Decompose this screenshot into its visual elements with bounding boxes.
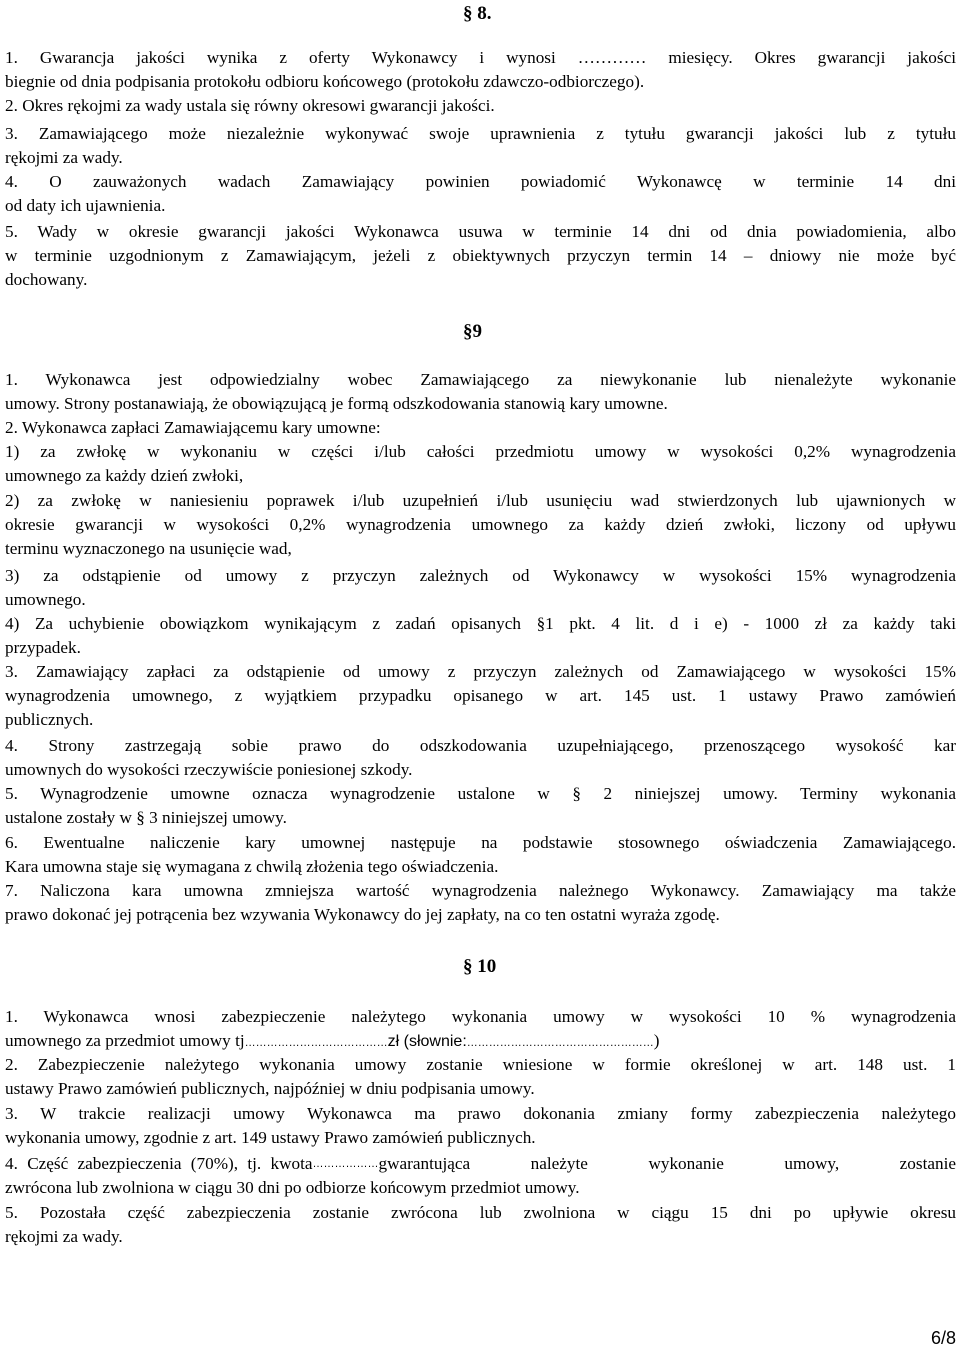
- s10-line-1: 1. Wykonawca wnosi zabezpieczenie należytego wykonania umowy w wysokości 10 % wynagrodzenia: [5, 1007, 956, 1026]
- s10-line-7-rest: gwarantująca należyte wykonanie umowy, zostanie: [378, 1154, 956, 1173]
- closing-paren: ): [653, 1031, 660, 1050]
- s8-line-1: 1. Gwarancja jakości wynika z oferty Wykonawcy i wynosi ………… miesięcy. Okres gwarancji jakości: [5, 48, 956, 67]
- s9-line-19: ustalone zostały w § 3 niniejszej umowy.: [5, 808, 287, 827]
- s9-line-23: prawo dokonać jej potrącenia bez wzywania Wykonawcy do jej zapłaty, na co ten ostatni wyraża zgodę.: [5, 905, 720, 924]
- s8-line-3: 2. Okres rękojmi za wady ustala się równy okresowi gwarancji jakości.: [5, 96, 495, 115]
- s10-line-10: rękojmi za wady.: [5, 1227, 123, 1246]
- s9-line-11: 4) Za uchybienie obowiązkom wynikającym z zadań opisanych §1 pkt. 4 lit. d i e) - 1000 zł za każdy taki: [5, 614, 956, 633]
- s9-line-18: 5. Wynagrodzenie umowne oznacza wynagrodzenie ustalone w § 2 niniejszej umowy. Terminy wykonania: [5, 784, 956, 803]
- s9-line-17: umownych do wysokości rzeczywiście poniesionej szkody.: [5, 760, 413, 779]
- s10-line-7-text: 4. Część zabezpieczenia (70%), tj. kwota: [5, 1154, 313, 1173]
- s8-line-8: 5. Wady w okresie gwarancji jakości Wykonawca usuwa w terminie 14 dni od dnia powiadomienia, albo: [5, 222, 956, 241]
- s9-line-7: okresie gwarancji w wysokości 0,2% wynagrodzenia umownego za każdy dzień zwłoki, liczony od upływu: [5, 515, 956, 534]
- s9-line-4: 1) za zwłokę w wykonaniu w części i/lub całości przedmiotu umowy w wysokości 0,2% wynagrodzenia: [5, 442, 956, 461]
- s9-line-16: 4. Strony zastrzegają sobie prawo do odszkodowania uzupełniającego, przenoszącego wysokość kar: [5, 736, 956, 755]
- section-10-heading: § 10: [463, 956, 497, 977]
- amount-blank: …………………………………: [244, 1037, 388, 1049]
- s8-line-5: rękojmi za wady.: [5, 148, 123, 167]
- s9-line-2: umowy. Strony postanawiają, że obowiązującą je formą odszkodowania stanowią kary umowne.: [5, 394, 668, 413]
- s8-line-10: dochowany.: [5, 270, 88, 289]
- s9-line-3: 2. Wykonawca zapłaci Zamawiającemu kary umowne:: [5, 418, 381, 437]
- s10-line-4: ustawy Prawo zamówień publicznych, najpóźniej w dniu podpisania umowy.: [5, 1079, 535, 1098]
- section-9-heading: §9: [463, 321, 482, 342]
- s10-line-8: zwrócona lub zwolniona w ciągu 30 dni po odbiorze końcowym przedmiot umowy.: [5, 1178, 580, 1197]
- amount-70-blank: ………………: [312, 1158, 379, 1170]
- s8-line-2: biegnie od dnia podpisania protokołu odbioru końcowego (protokołu zdawczo-odbiorczego).: [5, 72, 645, 91]
- s8-line-7: od daty ich ujawnienia.: [5, 196, 166, 215]
- words-label: zł (słownie:: [387, 1033, 467, 1050]
- s9-line-8: terminu wyznaczonego na usunięcie wad,: [5, 539, 292, 558]
- s9-line-6: 2) za zwłokę w naniesieniu poprawek i/lub uzupełnień i/lub usunięciu wad stwierdzonych lub ujawnionych w: [5, 491, 956, 510]
- s10-line-9: 5. Pozostała część zabezpieczenia zostanie zwrócona lub zwolniona w ciągu 15 dni po upływie okresu: [5, 1203, 956, 1222]
- words-blank: ……………………………………………: [466, 1037, 654, 1049]
- s10-line-3: 2. Zabezpieczenie należytego wykonania umowy zostanie wniesione w formie określonej w art. 148 ust. 1: [5, 1055, 956, 1074]
- s9-line-1: 1. Wykonawca jest odpowiedzialny wobec Zamawiającego za niewykonanie lub nienależyte wykonanie: [5, 370, 956, 389]
- s9-line-12: przypadek.: [5, 638, 81, 657]
- s10-line-6: wykonania umowy, zgodnie z art. 149 ustawy Prawo zamówień publicznych.: [5, 1128, 536, 1147]
- s9-line-20: 6. Ewentualne naliczenie kary umownej następuje na podstawie stosownego oświadczenia Zamawiającego.: [5, 833, 956, 852]
- s9-line-14: wynagrodzenia umownego, z wyjątkiem przypadku opisanego w art. 145 ust. 1 ustawy Prawo zamówień: [5, 686, 956, 705]
- s10-line-7: [5, 1153, 956, 1175]
- s10-line-2: [5, 1030, 956, 1054]
- s10-line-5: 3. W trakcie realizacji umowy Wykonawca ma prawo dokonania zmiany formy zabezpieczenia należytego: [5, 1104, 956, 1123]
- s8-line-9: w terminie uzgodnionym z Zamawiającym, jeżeli z obiektywnych przyczyn termin 14 – dniowy nie może być: [5, 246, 956, 265]
- s9-line-22: 7. Naliczona kara umowna zmniejsza wartość wynagrodzenia należnego Wykonawcy. Zamawiający ma także: [5, 881, 956, 900]
- s9-line-10: umownego.: [5, 590, 86, 609]
- s9-line-5: umownego za każdy dzień zwłoki,: [5, 466, 244, 485]
- s9-line-9: 3) za odstąpienie od umowy z przyczyn zależnych od Wykonawcy w wysokości 15% wynagrodzenia: [5, 566, 956, 585]
- page-number: 6/8: [930, 1328, 956, 1348]
- s9-line-13: 3. Zamawiający zapłaci za odstąpienie od umowy z przyczyn zależnych od Zamawiającego w wysokości 15%: [5, 662, 956, 681]
- s8-line-4: 3. Zamawiającego może niezależnie wykonywać swoje uprawnienia z tytułu gwarancji jakości lub z tytułu: [5, 124, 956, 143]
- s9-line-21: Kara umowna staje się wymagana z chwilą złożenia tego oświadczenia.: [5, 857, 499, 876]
- s9-line-15: publicznych.: [5, 710, 94, 729]
- s8-line-6: 4. O zauważonych wadach Zamawiający powinien powiadomić Wykonawcę w terminie 14 dni: [5, 172, 956, 191]
- section-8-heading: § 8.: [463, 3, 492, 24]
- s10-line-2-text: umownego za przedmiot umowy tj: [5, 1031, 245, 1050]
